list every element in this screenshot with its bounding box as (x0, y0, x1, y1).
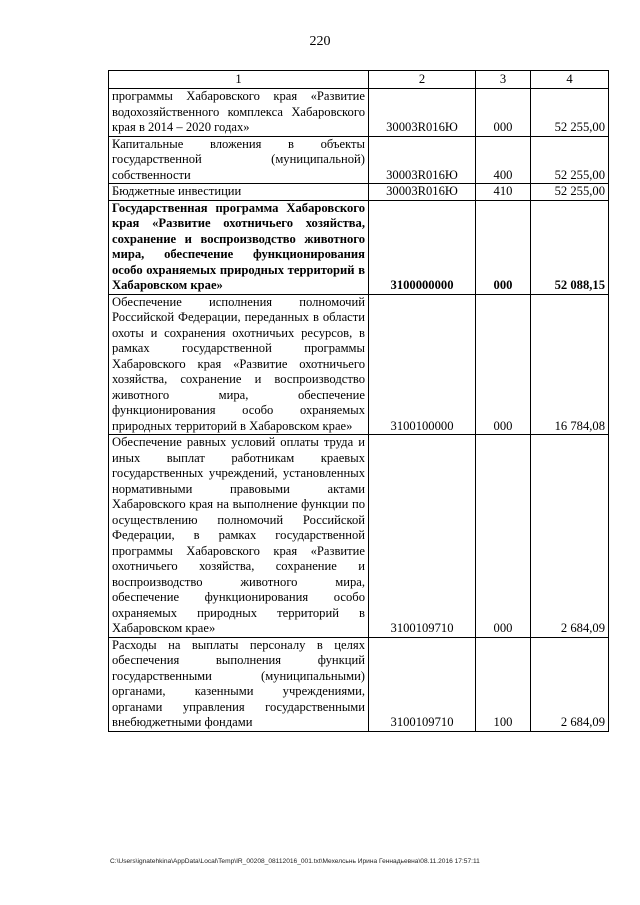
table-row (109, 294, 609, 435)
row-expense-type: 400 (476, 136, 531, 184)
row-expense-type: 000 (476, 89, 531, 137)
row-description: программы Хабаровского края «Развитие водохозяйственного комплекса Хабаровского края в 2014 – 2020 годах» (109, 89, 369, 137)
row-amount: 52 088,15 (531, 200, 609, 294)
row-description: Обеспечение равных условий оплаты труда и иных выплат работникам краевых государственных учреждений, установленных нормативными правовыми актами Хабаровского края на выполнение функции по осуществлению полномочий Российской Федерации, в рамках государственной программы Хабаровского края «Развитие охотничьего хозяйства, сохранение и воспроизводство животного мира, обеспечение функционирования особо охраняемых природных территорий в Хабаровском крае» (109, 435, 369, 638)
table-row (109, 637, 609, 731)
row-description: Бюджетные инвестиции (109, 184, 369, 201)
table-header-row (109, 71, 609, 89)
row-expense-type: 000 (476, 200, 531, 294)
row-amount: 52 255,00 (531, 89, 609, 137)
row-expense-type: 000 (476, 435, 531, 638)
table-row (109, 435, 609, 638)
row-target-code: 3100000000 (369, 200, 476, 294)
row-description: Государственная программа Хабаровского края «Развитие охотничьего хозяйства, сохранение и воспроизводство животного мира, обеспечение функционирования особо охраняемых природных территорий в Хабаровском крае» (109, 200, 369, 294)
row-target-code: 30003R016Ю (369, 89, 476, 137)
row-target-code: 30003R016Ю (369, 184, 476, 201)
table-row-program (109, 200, 609, 294)
table-row (109, 136, 609, 184)
table-row (109, 184, 609, 201)
row-description: Капитальные вложения в объекты государственной (муниципальной) собственности (109, 136, 369, 184)
row-target-code: 3100100000 (369, 294, 476, 435)
header-col-3: 3 (476, 71, 531, 89)
row-expense-type: 000 (476, 294, 531, 435)
row-target-code: 3100109710 (369, 435, 476, 638)
row-expense-type: 410 (476, 184, 531, 201)
row-amount: 16 784,08 (531, 294, 609, 435)
header-col-2: 2 (369, 71, 476, 89)
row-amount: 52 255,00 (531, 184, 609, 201)
document-footer-path: C:\Users\ignatehkina\AppData\Local\Temp\IR_00208_08112016_001.txt\Мехелсьнь Ирина Геннадьевна\08.11.2016 17:57:11 (110, 858, 480, 865)
row-expense-type: 100 (476, 637, 531, 731)
header-col-1: 1 (109, 71, 369, 89)
row-target-code: 3100109710 (369, 637, 476, 731)
header-col-4: 4 (531, 71, 609, 89)
table-row (109, 89, 609, 137)
page-number: 220 (309, 34, 331, 49)
row-amount: 2 684,09 (531, 637, 609, 731)
row-amount: 2 684,09 (531, 435, 609, 638)
row-description: Расходы на выплаты персоналу в целях обеспечения выполнения функций государственными (муниципальными) органами, казенными учреждениями, органами управления государственными внебюджетными фондами (109, 637, 369, 731)
row-description: Обеспечение исполнения полномочий Российской Федерации, переданных в области охоты и сохранения охотничьих ресурсов, в рамках государственной программы Хабаровского края «Развитие охотничьего хозяйства, сохранение и воспроизводство животного мира, обеспечение функционирования особо охраняемых природных территорий в Хабаровском крае» (109, 294, 369, 435)
row-target-code: 30003R016Ю (369, 136, 476, 184)
row-amount: 52 255,00 (531, 136, 609, 184)
budget-table (108, 70, 609, 732)
